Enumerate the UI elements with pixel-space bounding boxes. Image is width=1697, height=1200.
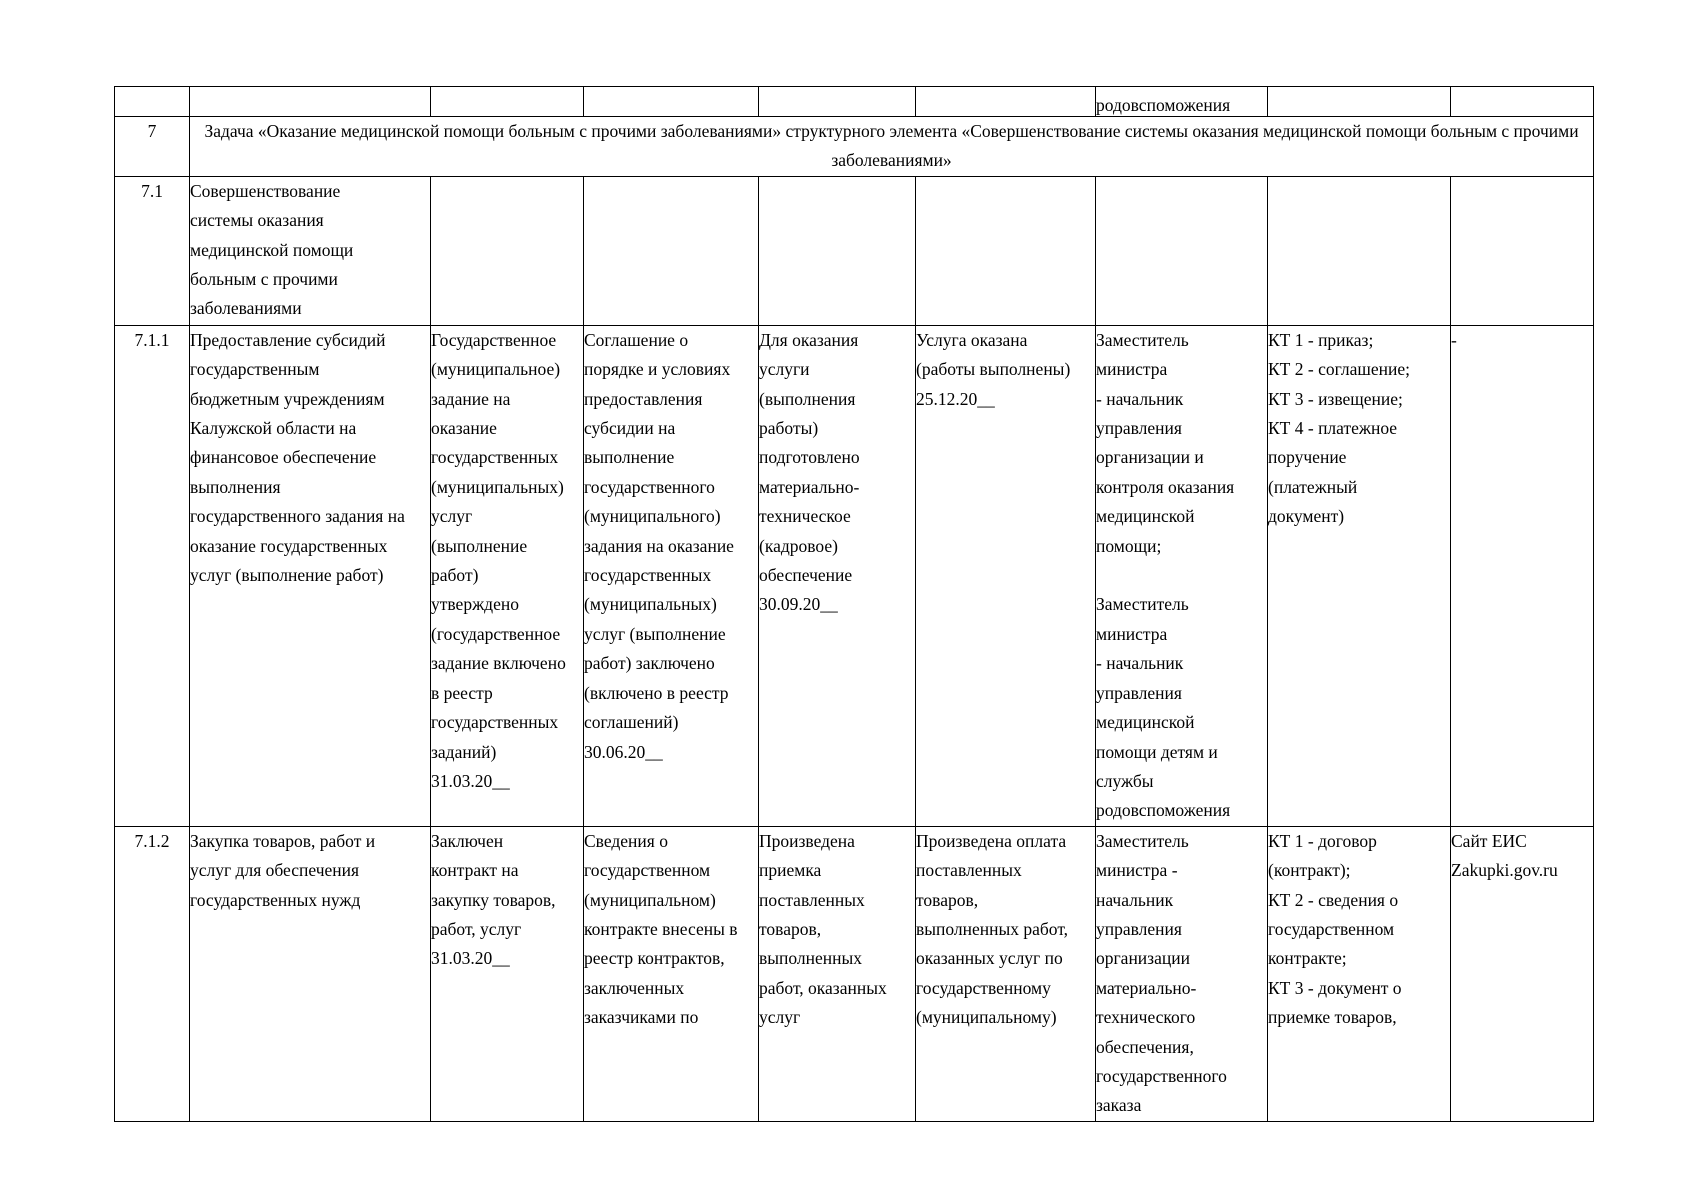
cell-col6: Произведена оплата поставленных товаров, выполненных работ, оказанных услуг по государственному (муниципальному) [916,826,1096,1121]
cell-col6 [916,87,1096,117]
cell-col4: Сведения о государственном (муниципальном) контракте внесены в реестр контрактов, заключенных заказчиками по [584,826,759,1121]
cell-col3: Государственное (муниципальное) задание на оказание государственных (муниципальных) услуг (выполнение работ) утверждено (государственное задание включено в реестр государственных заданий) 31.03.20__ [431,325,584,826]
cell-responsible: Заместитель министра - начальник управления организации материально- технического обеспечения, государственного заказа [1096,826,1268,1121]
cell-document: КТ 1 - договор (контракт); КТ 2 - сведения о государственном контракте; КТ 3 - документ о приемке товаров, [1268,826,1451,1121]
cell-system: - [1451,325,1594,826]
cell-num: 7.1 [115,176,190,325]
cell-system [1451,176,1594,325]
cell-system: Сайт ЕИС Zakupki.gov.ru [1451,826,1594,1121]
cell-col4 [584,176,759,325]
cell-responsible: родовспоможения [1096,87,1268,117]
table-row [115,117,1594,177]
cell-document: КТ 1 - приказ; КТ 2 - соглашение; КТ 3 - извещение; КТ 4 - платежное поручение (платежный документ) [1268,325,1451,826]
cell-name: Закупка товаров, работ и услуг для обеспечения государственных нужд [190,826,431,1121]
cell-col6 [916,176,1096,325]
cell-col3 [431,87,584,117]
cell-col5: Для оказания услуги (выполнения работы) подготовлено материально- техническое (кадровое) обеспечение 30.09.20__ [759,325,916,826]
table-row [115,176,1594,325]
cell-document [1268,87,1451,117]
cell-num: 7.1.1 [115,325,190,826]
cell-col3: Заключен контракт на закупку товаров, работ, услуг 31.03.20__ [431,826,584,1121]
cell-document [1268,176,1451,325]
cell-col5: Произведена приемка поставленных товаров, выполненных работ, оказанных услуг [759,826,916,1121]
cell-system [1451,87,1594,117]
cell-col4: Соглашение о порядке и условиях предоставления субсидии на выполнение государственного (муниципального) задания на оказание государственных (муниципальных) услуг (выполнение работ) заключено (включено в реестр соглашений) 30.06.20__ [584,325,759,826]
cell-num: 7.1.2 [115,826,190,1121]
cell-responsible [1096,176,1268,325]
cell-name: Совершенствование системы оказания медицинской помощи больным с прочими заболеваниями [190,176,431,325]
cell-responsible: Заместитель министра - начальник управления организации и контроля оказания медицинской помощи; Заместитель министра - начальник управления медицинской помощи детям и службы родовспоможения [1096,325,1268,826]
task-heading: Задача «Оказание медицинской помощи больным с прочими заболеваниями» структурного элемента «Совершенствование системы оказания медицинской помощи больным с прочими заболеваниями» [190,117,1594,177]
table-row [115,325,1594,826]
cell-num [115,87,190,117]
cell-col4 [584,87,759,117]
cell-name: Предоставление субсидий государственным бюджетным учреждениям Калужской области на финансовое обеспечение выполнения государственного задания на оказание государственных услуг (выполнение работ) [190,325,431,826]
plan-table [114,86,1594,1122]
cell-name [190,87,431,117]
table-row [115,87,1594,117]
cell-col6: Услуга оказана (работы выполнены) 25.12.20__ [916,325,1096,826]
table-row [115,826,1594,1121]
cell-col5 [759,87,916,117]
cell-col3 [431,176,584,325]
cell-num: 7 [115,117,190,177]
cell-col5 [759,176,916,325]
